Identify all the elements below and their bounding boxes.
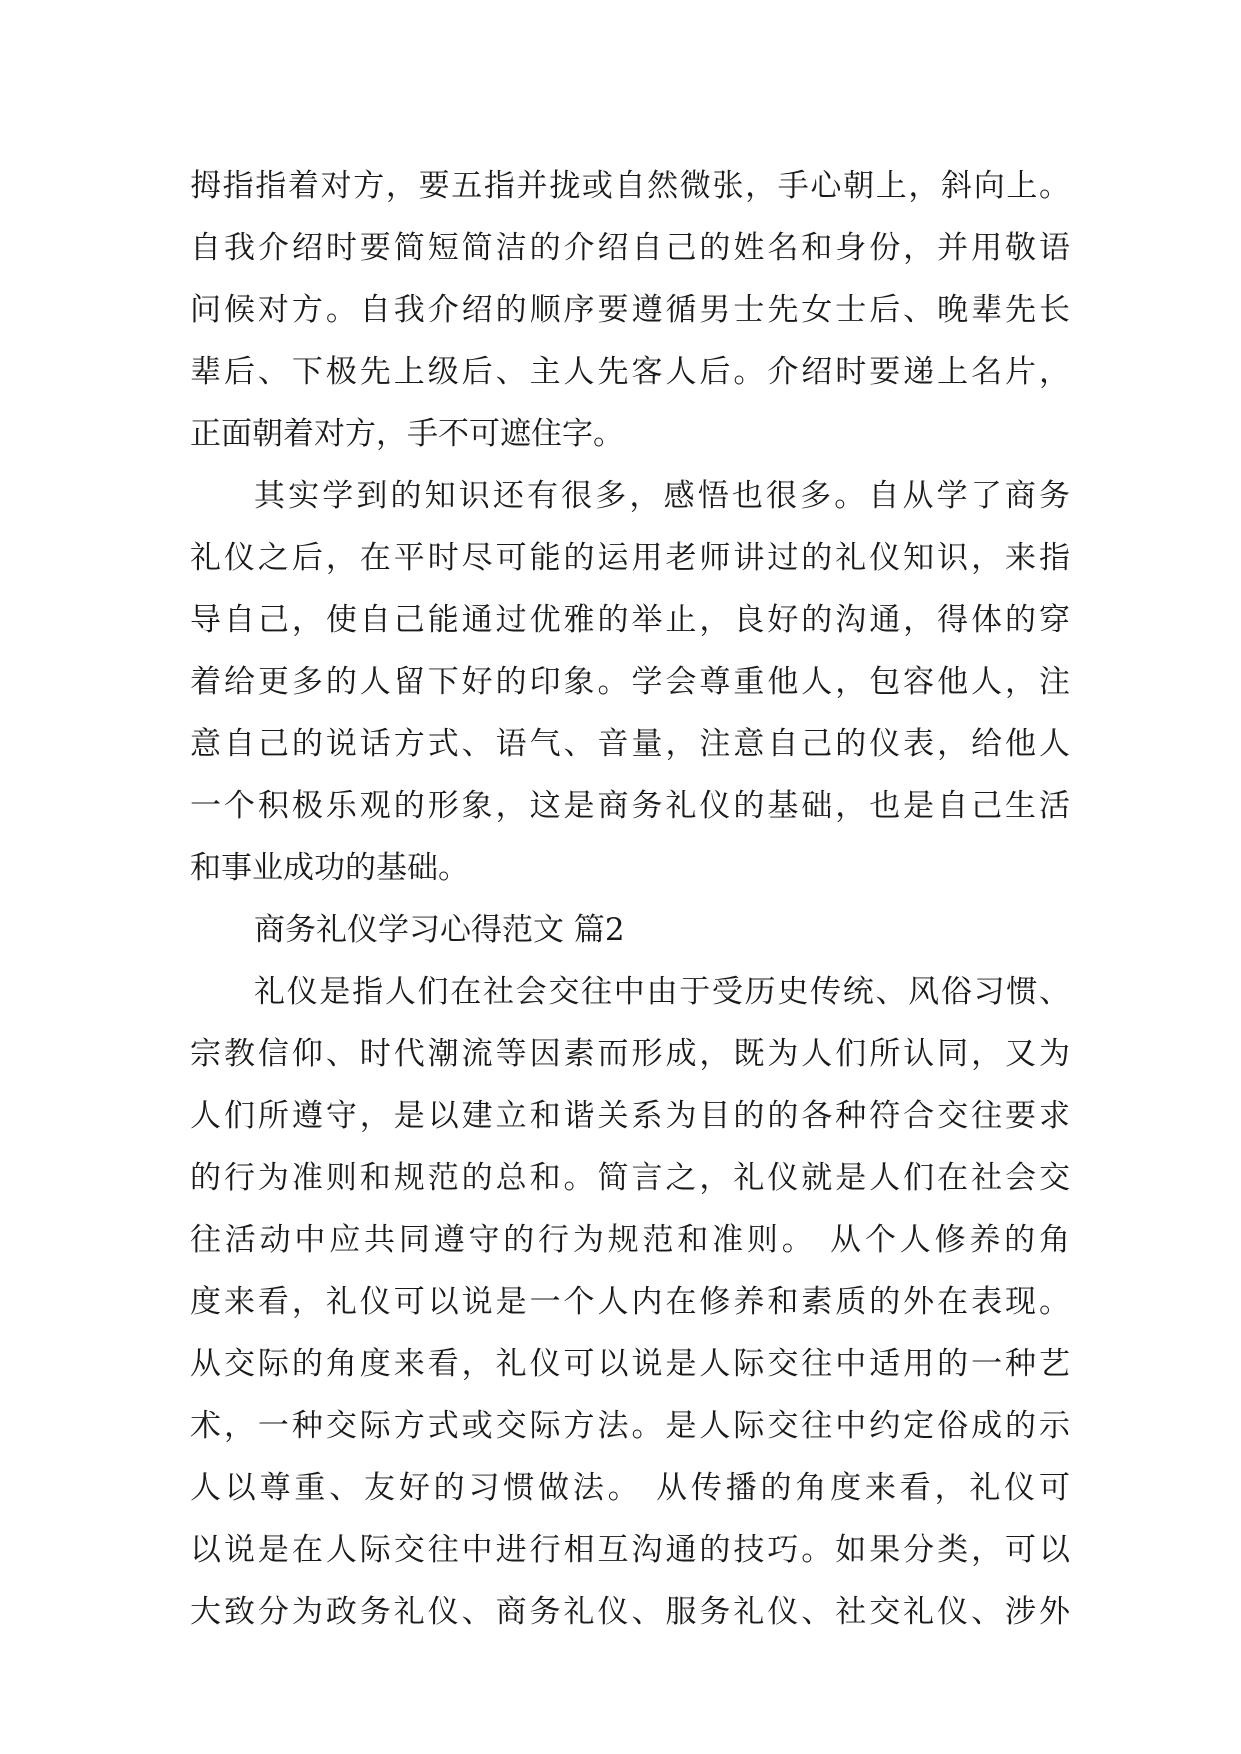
text-line: 礼仪之后，在平时尽可能的运用老师讲过的礼仪知识，来指: [190, 540, 1070, 576]
document-body: [190, 155, 1070, 1643]
text-line: 人们所遵守，是以建立和谐关系为目的的各种符合交往要求: [190, 1098, 1070, 1134]
text-line: 拇指指着对方，要五指并拢或自然微张，手心朝上，斜向上。: [190, 168, 1070, 204]
text-line: 自我介绍时要简短简洁的介绍自己的姓名和身份，并用敬语: [190, 230, 1070, 266]
text-line: 往活动中应共同遵守的行为规范和准则。 从个人修养的角: [190, 1222, 1070, 1258]
text-line: 辈后、下极先上级后、主人先客人后。介绍时要递上名片，: [190, 354, 1070, 390]
text-line: 度来看，礼仪可以说是一个人内在修养和素质的外在表现。: [190, 1284, 1070, 1320]
text-line: 正面朝着对方，手不可遮住字。: [190, 416, 624, 452]
text-line: 和事业成功的基础。: [190, 850, 469, 886]
text-line: 导自己，使自己能通过优雅的举止，良好的沟通，得体的穿: [190, 602, 1070, 638]
text-line: 从交际的角度来看，礼仪可以说是人际交往中适用的一种艺: [190, 1346, 1070, 1382]
text-line: 大致分为政务礼仪、商务礼仪、服务礼仪、社交礼仪、涉外: [190, 1594, 1070, 1630]
text-line: 礼仪是指人们在社会交往中由于受历史传统、风俗习惯、: [254, 974, 1070, 1010]
text-line: 意自己的说话方式、语气、音量，注意自己的仪表，给他人: [190, 726, 1070, 762]
text-line: 着给更多的人留下好的印象。学会尊重他人，包容他人，注: [190, 664, 1070, 700]
text-line: 以说是在人际交往中进行相互沟通的技巧。如果分类，可以: [190, 1532, 1070, 1568]
text-line: 其实学到的知识还有很多，感悟也很多。自从学了商务: [254, 478, 1070, 514]
text-line: 人以尊重、友好的习惯做法。 从传播的角度来看，礼仪可: [190, 1470, 1070, 1506]
section-heading: 商务礼仪学习心得范文 篇2: [254, 912, 625, 948]
text-line: 一个积极乐观的形象，这是商务礼仪的基础，也是自己生活: [190, 788, 1070, 824]
text-line: 的行为准则和规范的总和。简言之，礼仪就是人们在社会交: [190, 1160, 1070, 1196]
text-line: 术，一种交际方式或交际方法。是人际交往中约定俗成的示: [190, 1408, 1070, 1444]
text-line: 问候对方。自我介绍的顺序要遵循男士先女士后、晚辈先长: [190, 292, 1070, 328]
text-line: 宗教信仰、时代潮流等因素而形成，既为人们所认同，又为: [190, 1036, 1070, 1072]
